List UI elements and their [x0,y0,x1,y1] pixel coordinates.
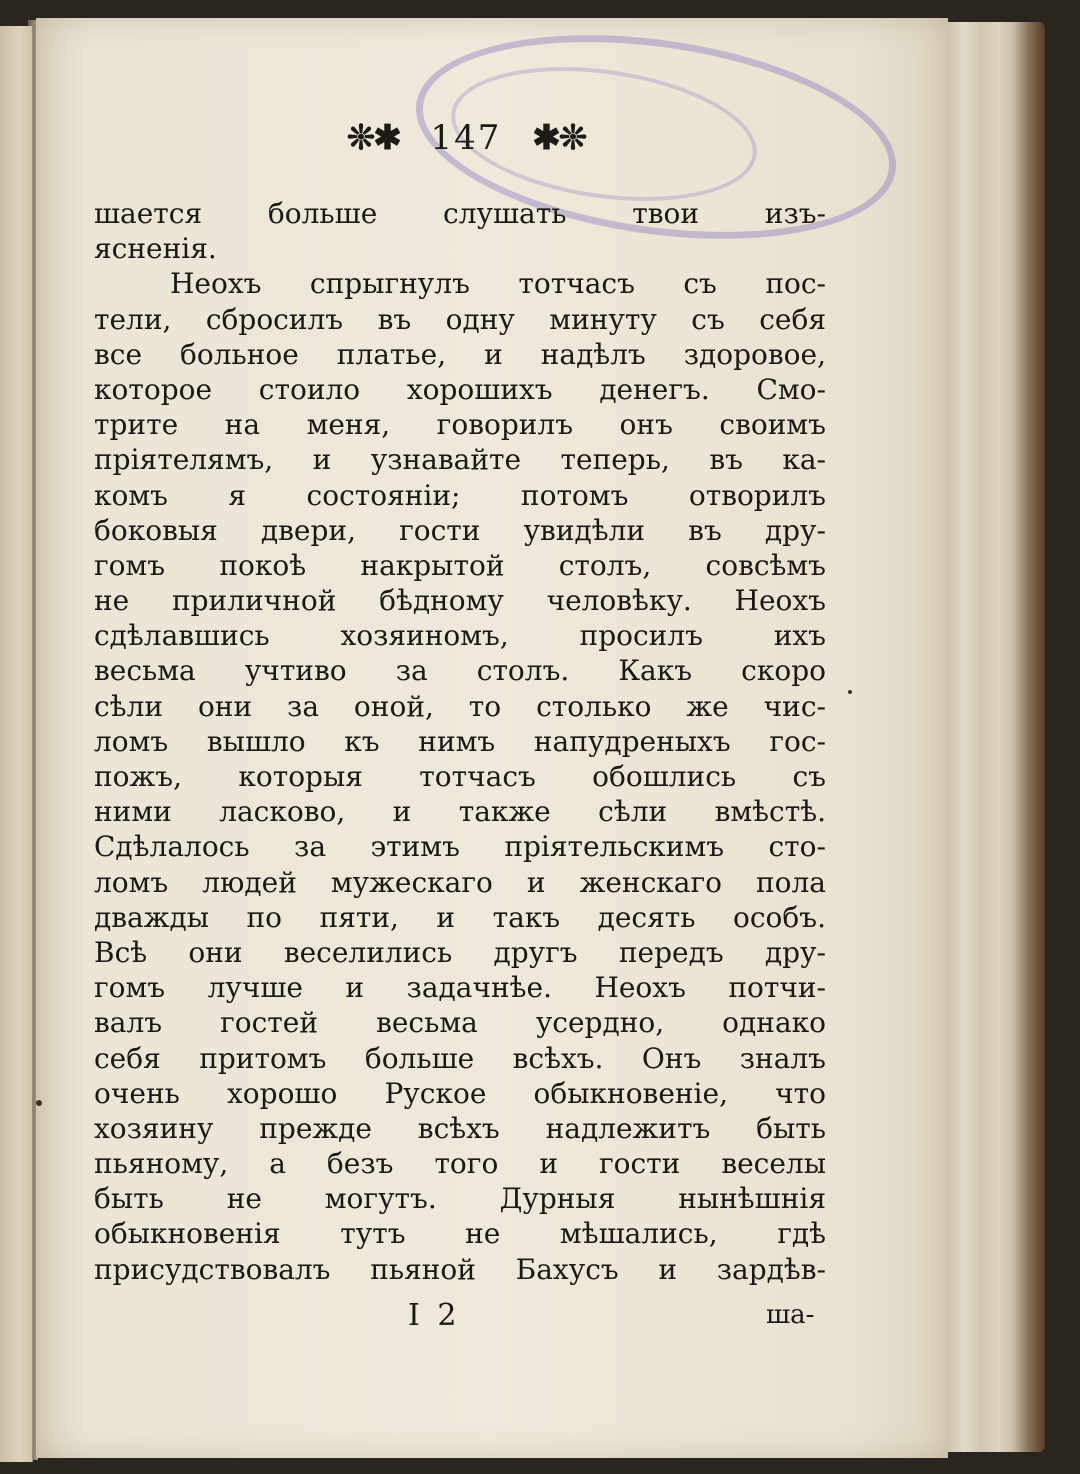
header-ornament-left: ❊✱ [346,118,400,158]
body-text [94,196,826,1287]
left-page-edge [0,26,33,1462]
catchword: ша- [766,1300,815,1330]
text-line: пожъ, которыя тотчасъ обошлись съ [94,760,826,793]
text-line: которое стоило хорошихъ денегъ. Смо- [94,372,826,406]
text-line: присудствовалъ пьяной Бахусъ и зардѣв- [94,1252,826,1286]
text-line: Неохъ спрыгнулъ тотчасъ съ пос- [170,267,826,301]
text-line: ломъ людей мужескаго и женскаго пола [94,865,826,899]
text-line: гомъ покоѣ накрытой столъ, совсѣмъ [94,548,826,582]
text-line: Всѣ они веселились другъ передъ дру- [94,935,826,969]
text-line: трите на меня, говорилъ онъ своимъ [94,408,826,442]
text-line: очень хорошо Руское обыкновеніе, что [94,1076,826,1110]
text-line: обыкновенія тутъ не мѣшались, гдѣ [94,1217,826,1251]
text-line: гомъ лучше и задачнѣе. Неохъ потчи- [94,971,826,1005]
text-line: ясненія. [94,232,217,266]
text-line: шается больше слушать твои изъ- [94,197,826,230]
text-line: весьма учтиво за столъ. Какъ скоро [94,654,826,688]
text-line: сѣли они за оной, то столько же чис- [94,689,826,723]
text-line: сдѣлавшись хозяиномъ, просилъ ихъ [94,619,826,653]
page-number: 147 [430,118,502,158]
text-line: себя притомъ больше всѣхъ. Онъ зналъ [94,1041,826,1075]
text-line: пріятелямъ, и узнавайте теперь, въ ка- [94,443,826,477]
text-line: Сдѣлалось за этимъ пріятельскимъ сто- [94,830,826,864]
paper-speck [848,690,852,694]
text-line: комъ я состояніи; потомъ отворилъ [94,478,826,512]
paper-speck [36,1100,42,1106]
header-ornament-right: ✱❊ [532,118,586,158]
text-line: хозяину прежде всѣхъ надлежитъ быть [94,1111,826,1145]
text-line: боковыя двери, гости увидѣли въ дру- [94,513,826,547]
text-line: валъ гостей весьма усердно, однако [94,1006,826,1040]
text-line: дважды по пяти, и такъ десять особъ. [94,900,826,934]
text-line: пьяному, а безъ того и гости веселы [94,1147,826,1181]
text-line: тели, сбросилъ въ одну минуту съ себя [94,302,826,336]
signature-mark: I 2 [408,1298,461,1333]
text-line: быть не могутъ. Дурныя нынѣшнія [94,1182,826,1216]
text-line: ними ласково, и также сѣли вмѣстѣ. [94,795,826,829]
text-line: ломъ вышло къ нимъ напудреныхъ гос- [94,724,826,758]
page-header [296,118,636,158]
text-line: не приличной бѣдному человѣку. Неохъ [94,584,826,618]
text-line: все больное платье, и надѣлъ здоровое, [94,337,826,371]
